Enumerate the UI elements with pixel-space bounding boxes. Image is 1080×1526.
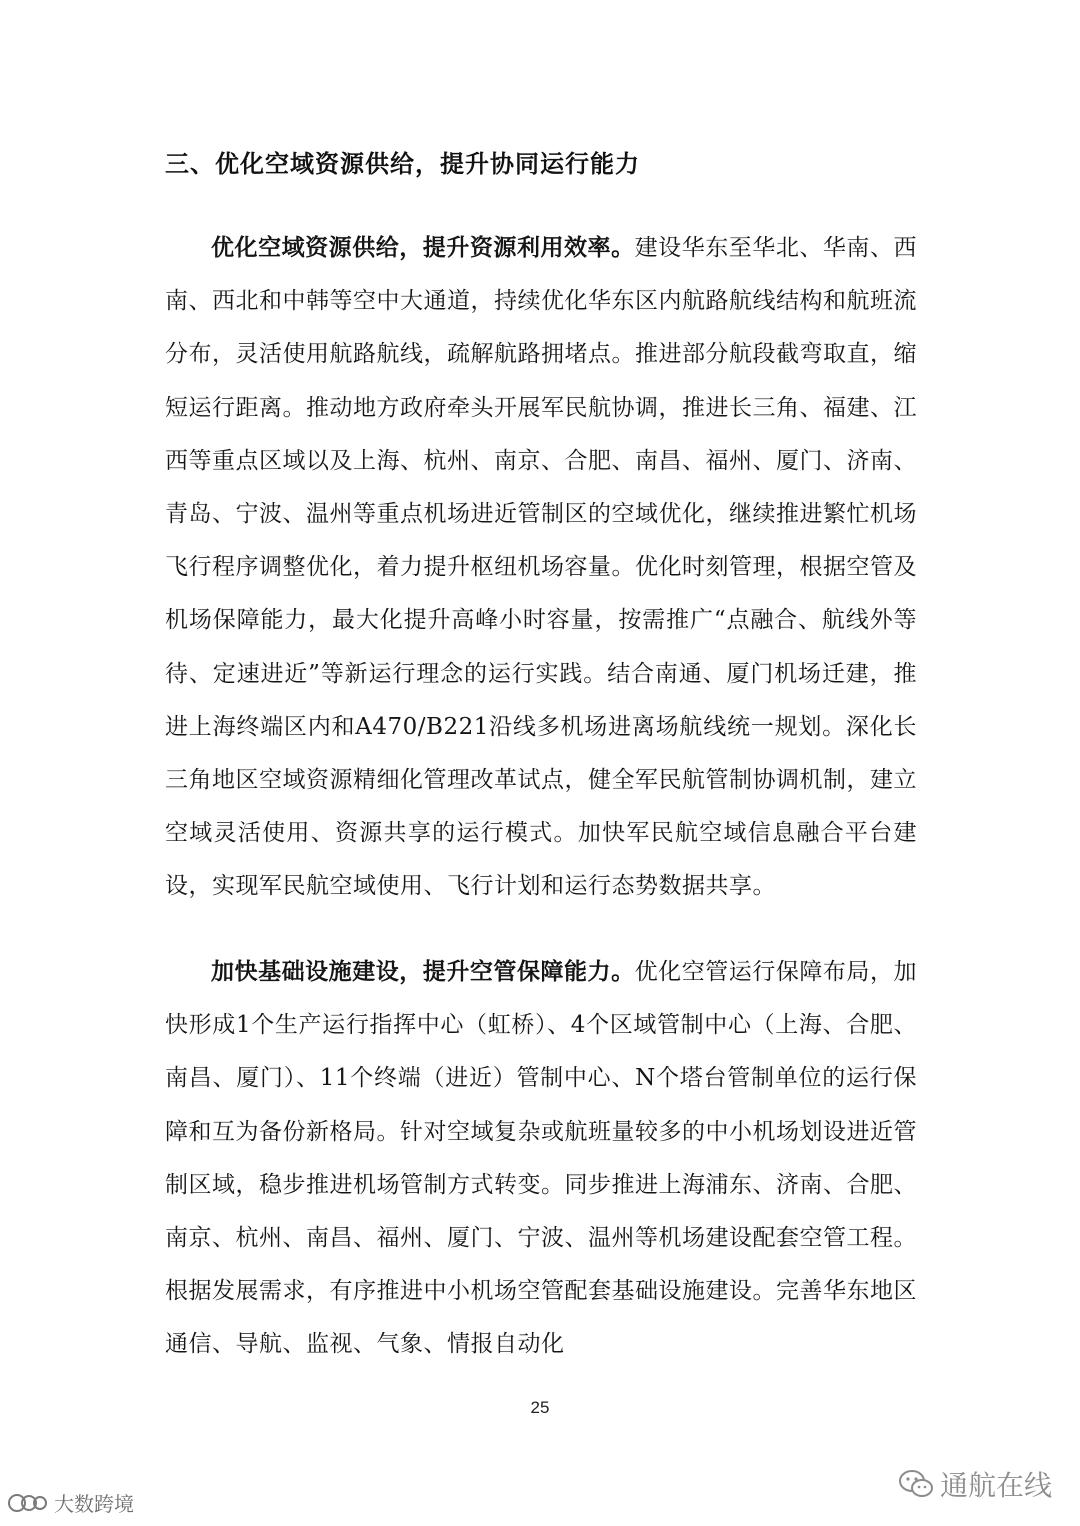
watermark-right-text: 通航在线: [940, 1469, 1053, 1502]
wechat-icon: [898, 1468, 934, 1500]
paragraph-airspace-optimization: [165, 222, 917, 914]
paragraph-body: 建设华东至华北、华南、西南、西北和中韩等空中大通道，持续优化华东区内航路航线结构和航班流分布，灵活使用航路航线，疏解航路拥堵点。推进部分航段截弯取直，缩短运行距离。推动地方政府牵头开展军民航协调，推进长三角、福建、江西等重点区域以及上海、杭州、南京、合肥、南昌、福州、厦门、济南、青岛、宁波、温州等重点机场进近管制区的空域优化，继续推进繁忙机场飞行程序调整优化，着力提升枢纽机场容量。优化时刻管理，根据空管及机场保障能力，最大化提升高峰小时容量，按需推广“点融合、航线外等待、定速进近”等新运行理念的运行实践。结合南通、厦门机场迁建，推进上海终端区内和A470/B221沿线多机场进离场航线统一规划。深化长三角地区空域资源精细化管理改革试点，健全军民航管制协调机制，建立空域灵活使用、资源共享的运行模式。加快军民航空域信息融合平台建设，实现军民航空域使用、飞行计划和运行态势数据共享。: [165, 235, 918, 900]
page-number: 25: [530, 1398, 550, 1417]
brand-logo-icon: [8, 1490, 48, 1516]
watermark-left-text: 大数跨境: [54, 1492, 134, 1516]
section-heading: 三、优化空域资源供给，提升协同运行能力: [165, 150, 640, 178]
paragraph-body: 优化空管运行保障布局，加快形成1个生产运行指挥中心（虹桥）、4个区域管制中心（上海、合肥、南昌、厦门）、11个终端（进近）管制中心、N个塔台管制单位的运行保障和互为备份新格局。针对空域复杂或航班量较多的中小机场划设进近管制区域，稳步推进机场管制方式转变。同步推进上海浦东、济南、合肥、南京、杭州、南昌、福州、厦门、宁波、温州等机场建设配套空管工程。根据发展需求，有序推进中小机场空管配套基础设施建设。完善华东地区通信、导航、监视、气象、情报自动化: [165, 959, 918, 1358]
paragraph-lead: 优化空域资源供给，提升资源利用效率。: [211, 235, 635, 261]
paragraph-lead: 加快基础设施建设，提升空管保障能力。: [211, 959, 635, 985]
paragraph-infrastructure: [165, 946, 917, 1372]
watermark-left: [8, 1488, 134, 1517]
watermark-right: [898, 1464, 1052, 1504]
